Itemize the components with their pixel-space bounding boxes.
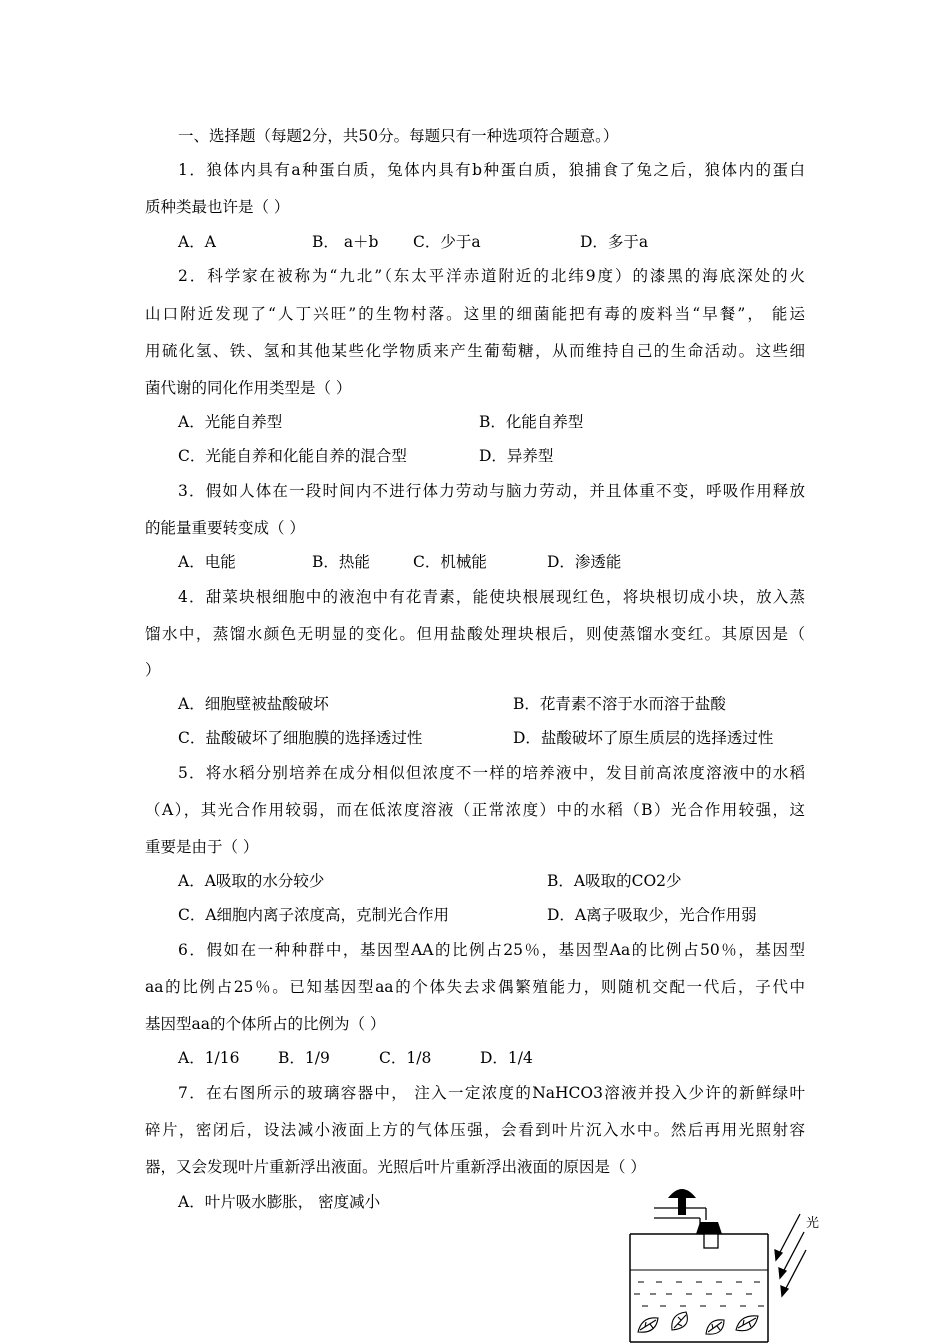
question-6-line: aa的比例占25％。已知基因型aa的个体失去求偶繁殖能力，则随机交配一代后，子代中 <box>145 978 805 996</box>
q5-option-b: B．A吸取的CO2少 <box>547 872 682 890</box>
q4-option-b: B．花青素不溶于水而溶于盐酸 <box>513 695 726 713</box>
q6-option-c: C．1/8 <box>379 1049 432 1067</box>
q2-option-c: C．光能自养和化能自养的混合型 <box>178 447 407 465</box>
q7-option-a: A．叶片吸水膨胀， 密度减小 <box>178 1193 381 1211</box>
q6-option-a: A．1/16 <box>178 1049 240 1067</box>
q1-option-b: B． a＋b <box>312 233 379 251</box>
question-4-line: ） <box>145 661 161 679</box>
liquid-dashes <box>634 1282 764 1306</box>
q5-option-c: C．A细胞内离子浓度高，克制光合作用 <box>178 906 450 924</box>
q3-option-d: D．渗透能 <box>547 553 622 571</box>
q4-option-a: A．细胞壁被盐酸破坏 <box>178 695 329 713</box>
question-5-line: 5．将水稻分别培养在成分相似但浓度不一样的培养液中，发目前高浓度溶液中的水稻 <box>178 764 805 782</box>
question-2-line: 2．科学家在被称为“九北”（东太平洋赤道附近的北纬9度）的漆黑的海底深处的火 <box>178 267 805 285</box>
light-label: 光 <box>806 1216 820 1231</box>
q1-option-c: C．少于a <box>413 233 481 251</box>
q3-option-c: C．机械能 <box>413 553 487 571</box>
q2-option-a: A．光能自养型 <box>178 413 283 431</box>
question-6-line: 6．假如在一种种群中，基因型AA的比例占25％，基因型Aa的比例占50％，基因型 <box>178 941 805 959</box>
question-7-line: 7．在右图所示的玻璃容器中， 注入一定浓度的NaHCO3溶液并投入少许的新鲜绿叶 <box>178 1084 805 1102</box>
section-heading: 一、选择题（每题2分，共50分。每题只有一种选项符合题意。） <box>178 127 619 145</box>
q3-option-b: B．热能 <box>312 553 370 571</box>
stopper-icon <box>696 1222 722 1234</box>
q5-option-a: A．A吸取的水分较少 <box>178 872 325 890</box>
valve-cap-icon <box>668 1189 696 1198</box>
question-4-line: 4．甜菜块根细胞中的液泡中有花青素，能使块根展现红色，将块根切成小块，放入蒸 <box>178 588 805 606</box>
question-3-line: 的能量重要转变成（ ） <box>145 519 305 537</box>
question-1-line: 1．狼体内具有a种蛋白质，兔体内具有b种蛋白质，狼捕食了兔之后，狼体内的蛋白 <box>178 161 805 179</box>
leaf-icon <box>736 1316 758 1331</box>
q1-option-d: D．多于a <box>580 233 649 251</box>
question-7-line: 器，又会发现叶片重新浮出液面。光照后叶片重新浮出液面的原因是（ ） <box>145 1158 646 1176</box>
question-5-line: （A），其光合作用较弱，而在低浓度溶液（正常浓度）中的水稻（B）光合作用较强，这 <box>145 801 805 819</box>
question-4-line: 馏水中，蒸馏水颜色无明显的变化。但用盐酸处理块根后，则使蒸馏水变红。其原因是（ <box>145 625 805 643</box>
question-5-line: 重要是由于（ ） <box>145 838 259 856</box>
q4-option-d: D．盐酸破坏了原生质层的选择透过性 <box>513 729 774 747</box>
valve-stem <box>678 1197 686 1215</box>
question-2-line: 山口附近发现了“人丁兴旺”的生物村落。这里的细菌能把有毒的废料当“早餐”， 能运 <box>145 305 805 323</box>
question-3-line: 3．假如人体在一段时间内不进行体力劳动与脑力劳动，并且体重不变，呼吸作用释放 <box>178 482 805 500</box>
light-rays <box>775 1214 806 1296</box>
stopper-neck <box>704 1234 718 1248</box>
glass-container-figure <box>620 1178 830 1344</box>
q5-option-d: D．A离子吸取少，光合作用弱 <box>547 906 757 924</box>
q1-option-a: A．A <box>178 233 216 251</box>
q3-option-a: A．电能 <box>178 553 236 571</box>
q2-option-d: D．异养型 <box>479 447 554 465</box>
q6-option-d: D．1/4 <box>480 1049 533 1067</box>
question-2-line: 菌代谢的同化作用类型是（ ） <box>145 379 352 397</box>
q6-option-b: B．1/9 <box>278 1049 330 1067</box>
q4-option-c: C．盐酸破坏了细胞膜的选择透过性 <box>178 729 423 747</box>
q2-option-b: B．化能自养型 <box>479 413 584 431</box>
leaf-icon <box>706 1320 724 1334</box>
question-7-line: 碎片，密闭后，设法减小液面上方的气体压强，会看到叶片沉入水中。然后再用光照射容 <box>145 1121 805 1139</box>
leaf-icon <box>638 1318 658 1332</box>
question-6-line: 基因型aa的个体所占的比例为（ ） <box>145 1015 386 1033</box>
question-1-line: 质种类最也许是（ ） <box>145 198 290 216</box>
leaf-icon <box>672 1312 688 1330</box>
question-2-line: 用硫化氢、铁、氢和其他某些化学物质来产生葡萄糖，从而维持自己的生命活动。这些细 <box>145 342 805 360</box>
